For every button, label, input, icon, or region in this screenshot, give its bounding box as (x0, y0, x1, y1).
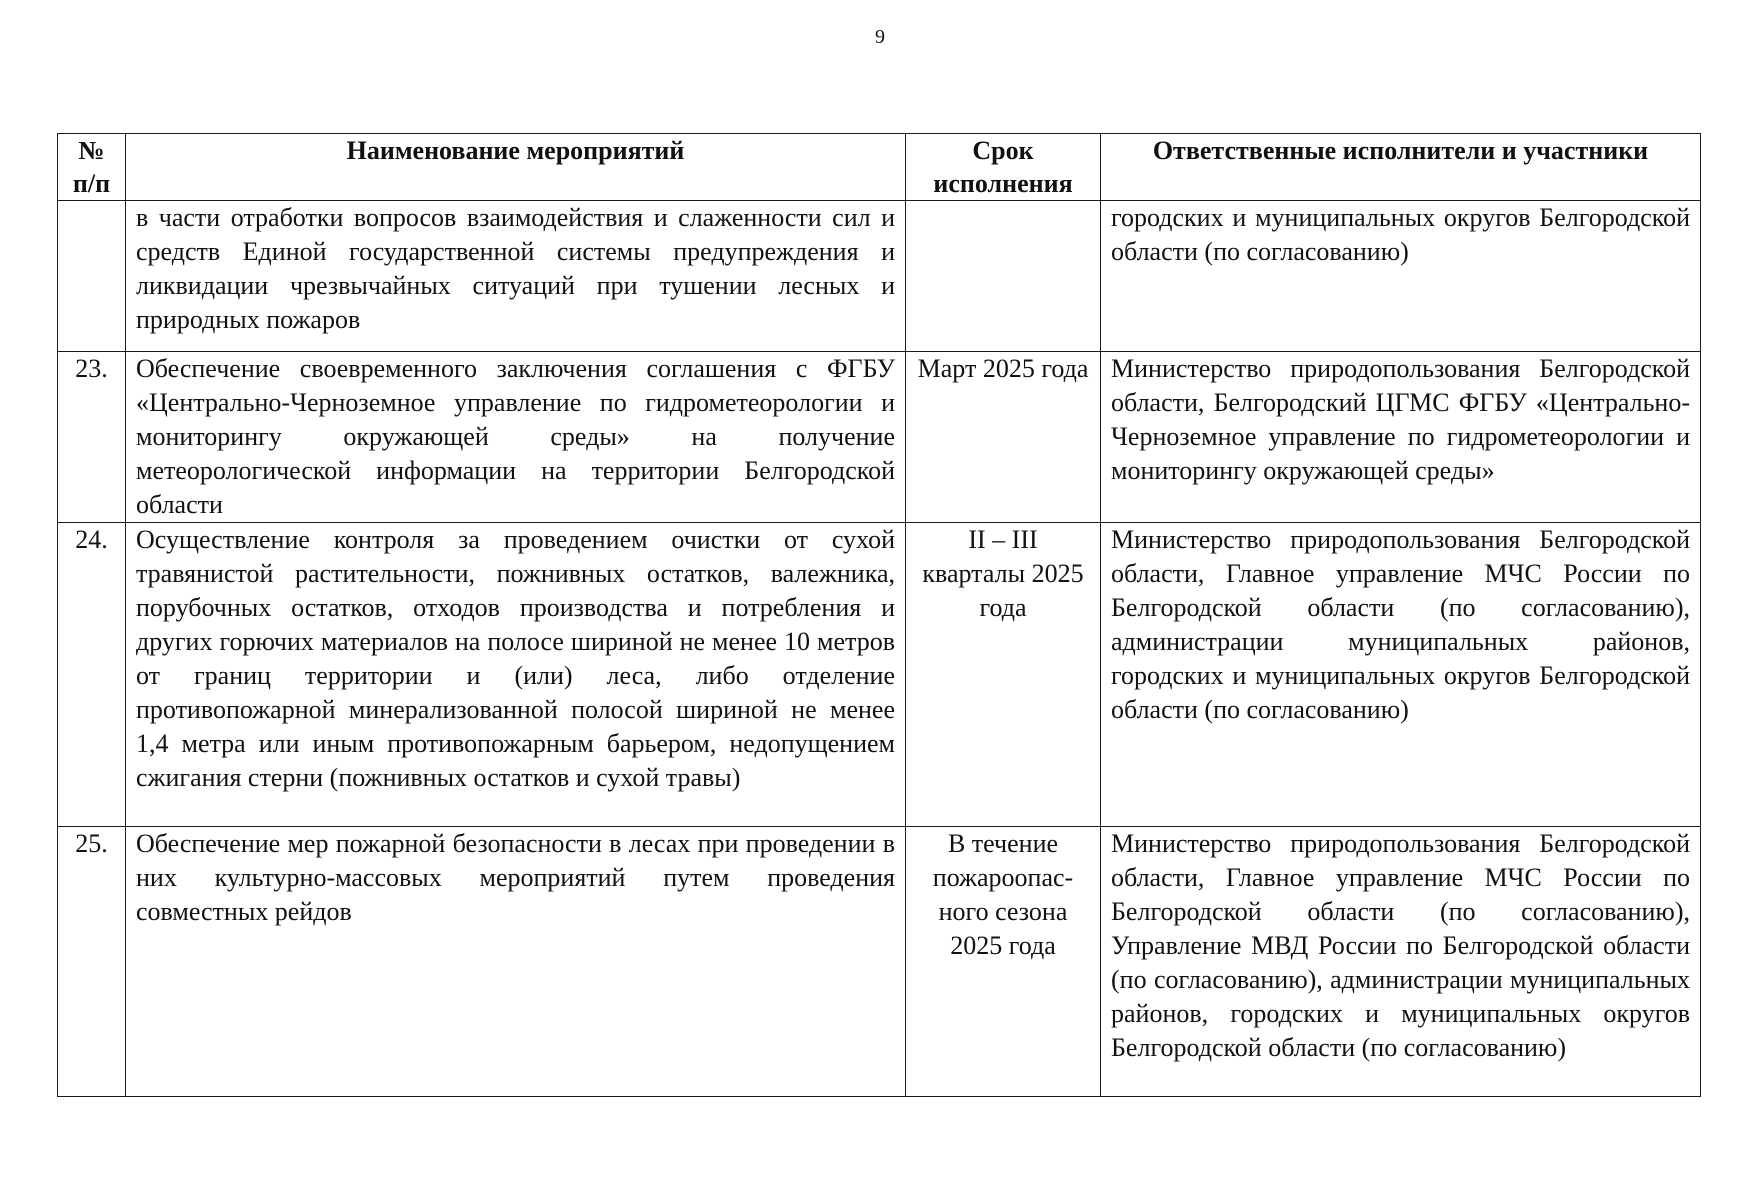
row-term: В течение пожароопас-ного сезона 2025 года (906, 827, 1101, 1097)
row-num (58, 201, 126, 352)
header-name: Наименование мероприятий (126, 134, 906, 201)
table-row (58, 201, 1701, 352)
table-row (58, 523, 1701, 827)
row-term: Март 2025 года (906, 352, 1101, 523)
row-name: Обеспечение своевременного заключения соглашения с ФГБУ «Центрально-Черноземное управление по гидрометеорологии и мониторингу окружающей среды» на получение метеорологической информации на территории Белгородской области (126, 352, 906, 523)
table-row (58, 827, 1701, 1097)
row-term: II – III кварталы 2025 года (906, 523, 1101, 827)
table-row (58, 352, 1701, 523)
header-responsible: Ответственные исполнители и участники (1101, 134, 1701, 201)
row-responsible: Министерство природопользования Белгородской области, Главное управление МЧС России по Белгородской области (по согласованию), администрации муниципальных районов, городских и муниципальных округов Белгородской области (по согласованию) (1101, 523, 1701, 827)
row-responsible: Министерство природопользования Белгородской области, Главное управление МЧС России по Белгородской области (по согласованию), Управление МВД России по Белгородской области (по согласованию), администрации муниципальных районов, городских и муниципальных округов Белгородской области (по согласованию) (1101, 827, 1701, 1097)
row-responsible: городских и муниципальных округов Белгородской области (по согласованию) (1101, 201, 1701, 352)
table-header-row (58, 134, 1701, 201)
row-num: 23. (58, 352, 126, 523)
events-table (57, 133, 1701, 1097)
header-term: Срок исполнения (906, 134, 1101, 201)
row-name: в части отработки вопросов взаимодействия и слаженности сил и средств Единой государственной системы предупреждения и ликвидации чрезвычайных ситуаций при тушении лесных и природных пожаров (126, 201, 906, 352)
row-num: 24. (58, 523, 126, 827)
row-responsible: Министерство природопользования Белгородской области, Белгородский ЦГМС ФГБУ «Центрально-Черноземное управление по гидрометеорологии и мониторингу окружающей среды» (1101, 352, 1701, 523)
row-term (906, 201, 1101, 352)
header-num: № п/п (58, 134, 126, 201)
page-number: 9 (875, 26, 885, 48)
row-name: Обеспечение мер пожарной безопасности в лесах при проведении в них культурно-массовых мероприятий путем проведения совместных рейдов (126, 827, 906, 1097)
row-name: Осуществление контроля за проведением очистки от сухой травянистой растительности, пожнивных остатков, валежника, порубочных остатков, отходов производства и потребления и других горючих материалов на полосе шириной не менее 10 метров от границ территории и (или) леса, либо отделение противопожарной минерализованной полосой шириной не менее 1,4 метра или иным противопожарным барьером, недопущением сжигания стерни (пожнивных остатков и сухой травы) (126, 523, 906, 827)
row-num: 25. (58, 827, 126, 1097)
